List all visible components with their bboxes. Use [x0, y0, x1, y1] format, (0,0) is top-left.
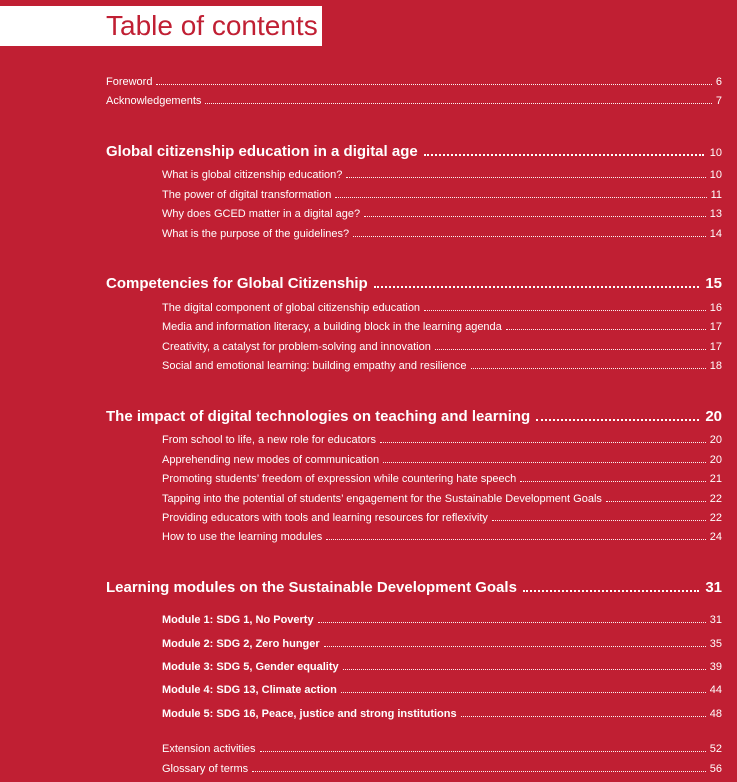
toc-entry-page: 24: [709, 531, 722, 543]
toc-entry[interactable]: [162, 531, 722, 543]
toc-entry-page: 10: [709, 169, 722, 181]
toc-entry-label: Social and emotional learning: building empathy and resilience: [162, 360, 467, 372]
dot-leader: [461, 715, 706, 717]
dot-leader: [424, 309, 706, 311]
toc-entry-label: Foreword: [106, 76, 153, 88]
dot-leader: [324, 645, 706, 647]
toc-entry-page: 56: [709, 763, 722, 775]
toc-module-4[interactable]: [162, 684, 722, 696]
toc-entry-page: 48: [709, 708, 722, 720]
dot-leader: [260, 750, 706, 752]
dot-leader: [492, 519, 706, 521]
dot-leader: [343, 668, 706, 670]
toc-entry-label: Extension activities: [162, 743, 256, 755]
toc-entry-page: 31: [709, 614, 722, 626]
toc-section-learning-modules[interactable]: [106, 579, 722, 596]
toc-entry[interactable]: [162, 473, 722, 485]
toc-entry[interactable]: [162, 360, 722, 372]
dot-leader: [506, 328, 706, 330]
toc-entry-page: 44: [709, 684, 722, 696]
toc-entry[interactable]: [162, 454, 722, 466]
dot-leader: [318, 621, 706, 623]
toc-entry[interactable]: [162, 189, 722, 201]
toc-entry[interactable]: [162, 434, 722, 446]
toc-module-5[interactable]: [162, 708, 722, 720]
toc-entry[interactable]: [162, 341, 722, 353]
toc-entry[interactable]: [162, 208, 722, 220]
toc-entry-page: 22: [709, 493, 722, 505]
toc-entry-label: What is the purpose of the guidelines?: [162, 228, 350, 240]
toc-entry[interactable]: [162, 512, 722, 524]
toc-entry-label: Glossary of terms: [162, 763, 249, 775]
toc-entry-page: 11: [710, 189, 722, 201]
toc-entry[interactable]: [162, 493, 722, 505]
toc-entry-acknowledgements[interactable]: [106, 95, 722, 107]
toc-section-competencies[interactable]: [106, 275, 722, 292]
toc-entry-label: Why does GCED matter in a digital age?: [162, 208, 361, 220]
toc-entry-foreword[interactable]: [106, 76, 722, 88]
toc-entry-page: 22: [709, 512, 722, 524]
toc-section-page: 31: [705, 579, 722, 596]
toc-module-2[interactable]: [162, 638, 722, 650]
toc-entry-glossary[interactable]: [162, 763, 722, 775]
toc-entry-page: 20: [709, 434, 722, 446]
toc-section-title: Competencies for Global Citizenship: [106, 275, 368, 292]
toc-entry-label: What is global citizenship education?: [162, 169, 343, 181]
toc-entry-page: 7: [715, 95, 722, 107]
toc-entry-label: Promoting students’ freedom of expression while countering hate speech: [162, 473, 517, 485]
dot-leader: [156, 83, 711, 85]
toc-entry-page: 18: [709, 360, 722, 372]
toc-entry-page: 21: [709, 473, 722, 485]
toc-section-page: 10: [709, 147, 722, 159]
toc-entry-label: Module 5: SDG 16, Peace, justice and strong institutions: [162, 708, 457, 720]
toc-entry-label: Tapping into the potential of students’ engagement for the Sustainable Development Goals: [162, 493, 602, 505]
toc-entry-page: 17: [709, 341, 722, 353]
dot-leader: [346, 176, 705, 178]
toc-entry[interactable]: [162, 302, 722, 314]
toc-entry-label: Providing educators with tools and learning resources for reflexivity: [162, 512, 488, 524]
toc-section-page: 15: [705, 275, 722, 292]
dot-leader: [364, 215, 706, 217]
dot-leader: [471, 367, 706, 369]
toc-entry-page: 16: [709, 302, 722, 314]
title-banner: [0, 6, 322, 46]
dot-leader: [205, 102, 711, 104]
dot-leader: [536, 418, 699, 421]
toc-entry-label: Acknowledgements: [106, 95, 202, 107]
dot-leader: [326, 538, 706, 540]
toc-entry[interactable]: [162, 321, 722, 333]
toc-entry-page: 39: [709, 661, 722, 673]
dot-leader: [606, 500, 706, 502]
dot-leader: [252, 770, 706, 772]
dot-leader: [380, 441, 706, 443]
toc-entry-extension-activities[interactable]: [162, 743, 722, 755]
page-title: Table of contents: [106, 10, 318, 41]
dot-leader: [435, 348, 706, 350]
toc-entry-page: 52: [709, 743, 722, 755]
dot-leader: [383, 461, 706, 463]
toc-entry-page: 35: [709, 638, 722, 650]
dot-leader: [424, 153, 704, 156]
dot-leader: [520, 480, 706, 482]
toc-entry-label: Module 4: SDG 13, Climate action: [162, 684, 337, 696]
toc-entry-label: Module 3: SDG 5, Gender equality: [162, 661, 339, 673]
toc-entry-label: Creativity, a catalyst for problem-solving and innovation: [162, 341, 431, 353]
dot-leader: [341, 691, 706, 693]
toc-entry[interactable]: [162, 169, 722, 181]
toc-entry-page: 13: [709, 208, 722, 220]
toc-entry-label: How to use the learning modules: [162, 531, 323, 543]
dot-leader: [335, 196, 706, 198]
toc-entry-page: 14: [709, 228, 722, 240]
dot-leader: [523, 589, 699, 592]
toc-section-global-citizenship[interactable]: [106, 143, 722, 160]
toc-section-page: 20: [705, 408, 722, 425]
toc-entry-label: Module 1: SDG 1, No Poverty: [162, 614, 314, 626]
toc-entry-label: Apprehending new modes of communication: [162, 454, 380, 466]
toc-entry-label: Module 2: SDG 2, Zero hunger: [162, 638, 320, 650]
dot-leader: [374, 285, 700, 288]
toc-entry[interactable]: [162, 228, 722, 240]
toc-entry-label: Media and information literacy, a building block in the learning agenda: [162, 321, 502, 333]
dot-leader: [353, 235, 706, 237]
toc-entry-label: From school to life, a new role for educators: [162, 434, 376, 446]
toc-section-title: The impact of digital technologies on teaching and learning: [106, 408, 531, 425]
toc-entry-page: 6: [715, 76, 722, 88]
toc-entry-label: The power of digital transformation: [162, 189, 332, 201]
toc-module-1[interactable]: [162, 614, 722, 626]
toc-section-title: Learning modules on the Sustainable Development Goals: [106, 579, 517, 596]
toc-entry-page: 20: [709, 454, 722, 466]
toc-module-3[interactable]: [162, 661, 722, 673]
toc-entry-label: The digital component of global citizenship education: [162, 302, 421, 314]
toc-entry-page: 17: [709, 321, 722, 333]
toc-section-title: Global citizenship education in a digital age: [106, 143, 418, 160]
toc-section-impact-digital[interactable]: [106, 408, 722, 425]
